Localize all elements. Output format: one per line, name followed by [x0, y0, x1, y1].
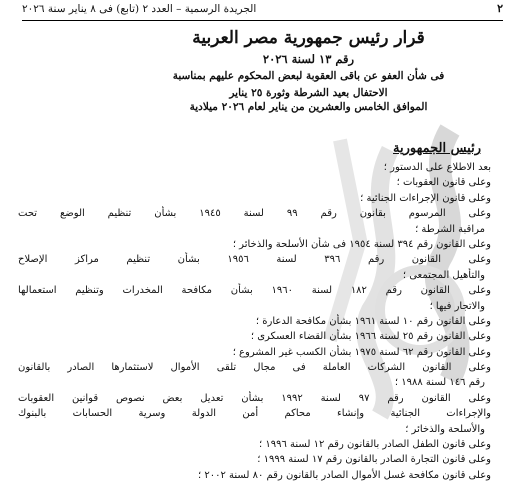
decree-date-line: الموافق الخامس والعشرين من يناير لعام ٢٠٢٦ ميلادية [189, 101, 428, 113]
clause-law-182-1960: وعلى القانون رقم ١٨٢ لسنة ١٩٦٠ بشأن مكافحة المخدرات وتنظيم استعمالها [18, 285, 491, 297]
clause-law-97-1992: وعلى القانون رقم ٩٧ لسنة ١٩٩٢ بشأن تعديل بعض نصوص قوانين العقوبات [18, 392, 491, 404]
page-number: ٢ [497, 2, 503, 15]
clause-law-396-1956: وعلى القانون رقم ٣٩٦ لسنة ١٩٥٦ بشأن تنظيم مراكز الإصلاح [18, 254, 491, 266]
page-header [22, 2, 503, 21]
clause-law-97-1992-cont-2: والأسلحة والذخائر ؛ [405, 423, 485, 435]
clause-law-62-1975: وعلى القانون رقم ٦٢ لسنة ١٩٧٥ بشأن الكسب غير المشروع ؛ [232, 346, 491, 358]
clause-law-10-1961: وعلى القانون رقم ١٠ لسنة ١٩٦١ بشأن مكافحة الدعارة ؛ [255, 315, 491, 327]
clause-law-394-1954: وعلى القانون رقم ٣٩٤ لسنة ١٩٥٤ فى شأن الأسلحة والذخائر ؛ [232, 238, 491, 250]
decree-subject-line-2: الاحتفال بعيد الشرطة وثورة ٢٥ يناير [229, 87, 388, 99]
clause-child-law: وعلى قانون الطفل الصادر بالقانون رقم ١٢ لسنة ١٩٩٦ ؛ [259, 439, 491, 451]
clause-decree-99-1945: وعلى المرسوم بقانون رقم ٩٩ لسنة ١٩٤٥ بشأن تنظيم الوضع تحت [18, 208, 491, 220]
clause-criminal-procedure: وعلى قانون الإجراءات الجنائية ؛ [360, 192, 491, 204]
clause-law-97-1992-cont: والإجراءات الجنائية وإنشاء محاكم أمن الدولة وسرية الحسابات بالبنوك [18, 408, 491, 420]
decree-subject-line-1: فى شأن العفو عن باقى العقوبة لبعض المحكوم عليهم بمناسبة [172, 70, 445, 82]
clause-commerce-law: وعلى قانون التجارة الصادر بالقانون رقم ١٧ لسنة ١٩٩٩ ؛ [257, 454, 491, 466]
clause-money-laundering-law: وعلى قانون مكافحة غسل الأموال الصادر بالقانون رقم ٨٠ لسنة ٢٠٠٢ ؛ [198, 469, 491, 481]
clause-law-182-1960-cont: والاتجار فيها ؛ [429, 300, 485, 312]
decree-number: رقم ١٣ لسنة ٢٠٢٦ [262, 52, 355, 66]
clause-law-396-1956-cont: والتأهيل المجتمعى ؛ [402, 269, 485, 281]
president-heading: رئيس الجمهورية [393, 141, 481, 156]
clause-constitution: بعد الاطلاع على الدستور ؛ [383, 162, 491, 173]
clause-penal-code: وعلى قانون العقوبات ؛ [396, 177, 491, 189]
clause-companies-law-cont: رقم ١٤٦ لسنة ١٩٨٨ ؛ [394, 377, 485, 389]
clause-companies-law: وعلى القانون الشركات العاملة فى مجال تلقى الأموال لاستثمارها الصادر بالقانون [18, 362, 491, 374]
decree-title-block [120, 28, 497, 114]
running-title: الجريدة الرسمية – العدد ٢ (تابع) فى ٨ يناير سنة ٢٠٢٦ [22, 3, 257, 15]
clause-law-25-1966: وعلى القانون رقم ٢٥ لسنة ١٩٦٦ بشأن القضاء العسكرى ؛ [250, 331, 491, 343]
preamble-clauses [18, 160, 491, 483]
decree-title: قرار رئيس جمهورية مصر العربية [192, 28, 425, 48]
clause-decree-99-1945-cont: مراقبة الشرطة ؛ [415, 223, 485, 235]
